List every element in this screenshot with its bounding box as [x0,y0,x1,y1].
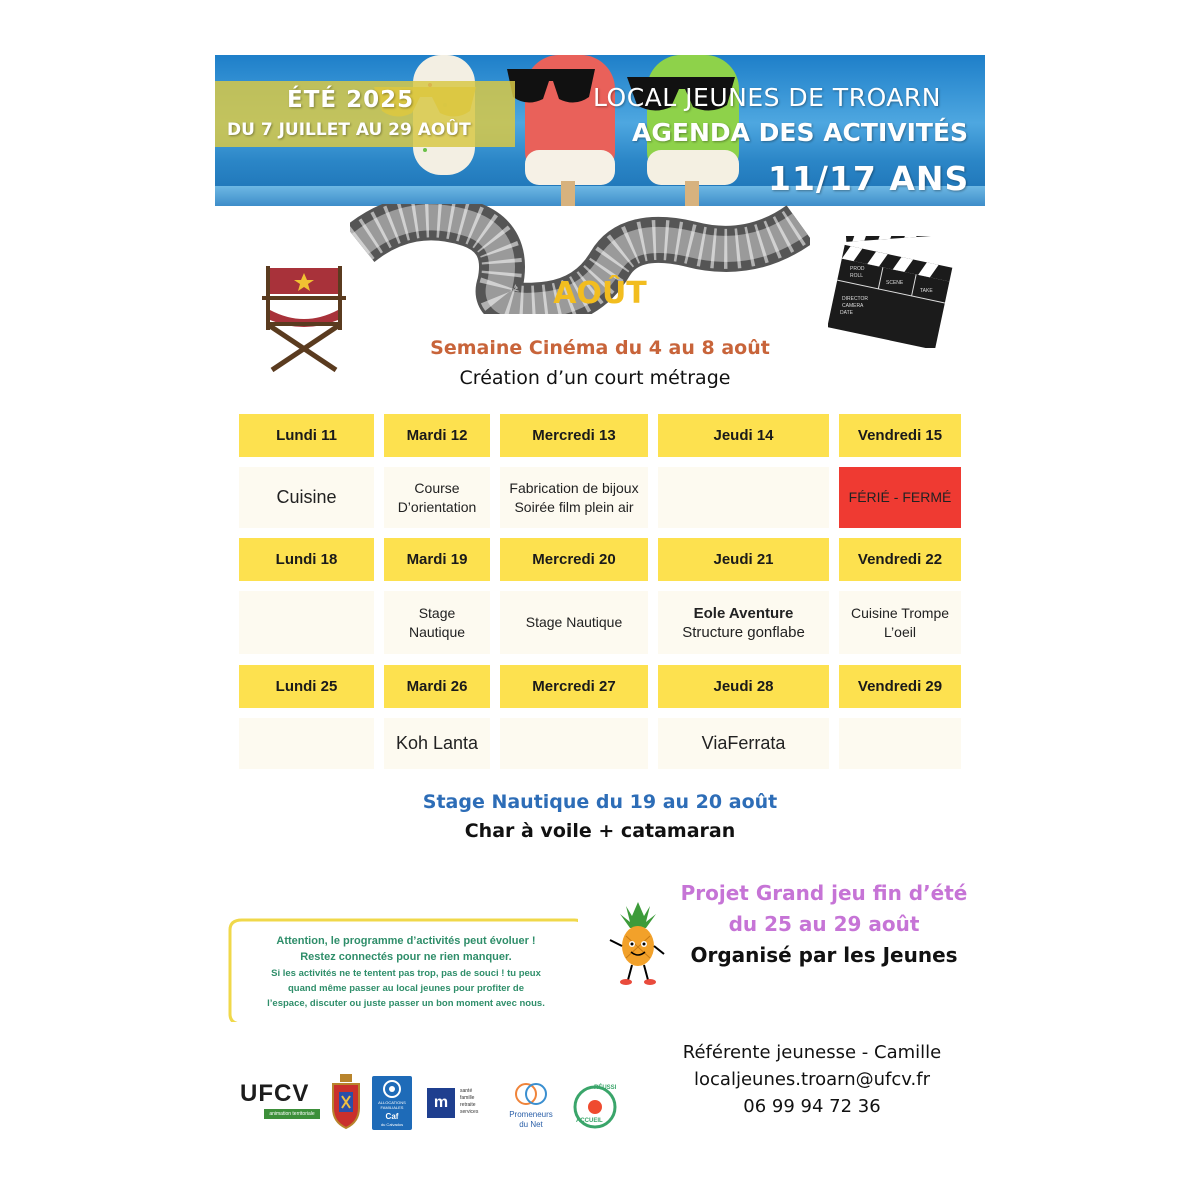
age-range: 11/17 ANS [768,159,970,198]
activity-line: Course [414,479,460,496]
month-title: AOÛT [553,276,647,311]
header-banner [215,55,985,206]
activity-text [849,488,952,507]
day-header: Mardi 12 [384,414,490,457]
reussi-text: RÉUSSI [594,1085,617,1091]
clapperboard-icon [828,236,958,348]
activity-cell [839,718,961,769]
day-header: Lundi 18 [239,538,374,581]
msa-line-1: santé [460,1088,473,1094]
day-header: Vendredi 15 [839,414,961,457]
activity-line: Koh Lanta [395,733,479,753]
activity-line: Structure gonflabe [682,623,805,641]
agenda-title: AGENDA DES ACTIVITÉS [632,118,969,147]
activity-line: Eole Aventure [693,604,794,622]
activity-cell [239,718,374,769]
grand-jeu-organizer: Organisé par les Jeunes [690,943,958,967]
activity-cell [839,591,961,654]
contact-email[interactable]: localjeunes.troarn@ufcv.fr [694,1069,930,1090]
clapper-date-label: DATE [840,310,853,316]
activity-text [509,479,638,517]
activity-line: Stage [418,604,456,621]
ufcv-logo-text: UFCV [240,1080,310,1107]
notice-line-5: l’espace, discuter ou juste passer un bon moment avec nous. [267,998,545,1009]
notice-line-3: Si les activités ne te tentent pas trop, pas de souci ! tu peux [271,968,541,979]
activity-text [682,604,805,642]
caf-logo [372,1076,412,1130]
activity-line: ViaFerrata [701,733,786,753]
activity-line: Fabrication de bijoux [509,479,639,496]
activity-text [396,734,478,753]
calvados-crest-icon [330,1074,362,1130]
cinema-week-title: Semaine Cinéma du 4 au 8 août [430,337,770,359]
day-header: Mercredi 20 [500,538,648,581]
day-header: Jeudi 14 [658,414,829,457]
day-header: Jeudi 28 [658,665,829,708]
activity-line: FÉRIÉ - FERMÉ [848,489,952,505]
promeneurs-text-1: Promeneurs [509,1110,553,1119]
activity-text [276,488,336,507]
day-header: Mercredi 13 [500,414,648,457]
promeneurs-bubbles-icon [502,1080,560,1110]
accueil-text: ACCUEIL [576,1118,603,1124]
activity-line: Soirée film plein air [514,498,634,515]
pineapple-mascot-icon [606,900,670,988]
activity-cell [658,718,829,769]
day-header: Mardi 26 [384,665,490,708]
activity-cell [384,591,490,654]
cinema-week-subtitle: Création d’un court métrage [459,367,731,389]
msa-logo: m santé famille retraite services [427,1088,491,1120]
day-header: Vendredi 22 [839,538,961,581]
activity-cell [384,467,490,528]
caf-emblem-icon [372,1078,412,1100]
activity-text [398,479,477,517]
activity-text [702,734,786,753]
promeneurs-logo [502,1080,560,1132]
caf-sub-text: du Calvados [380,1122,404,1127]
day-header: Mercredi 27 [500,665,648,708]
nautique-title: Stage Nautique du 19 au 20 août [422,791,778,813]
activity-text [526,613,623,632]
msa-line-3: retraite [460,1102,476,1108]
day-header: Lundi 25 [239,665,374,708]
caf-top-text: ALLOCATIONS FAMILIALES [378,1100,406,1110]
activity-cell [239,591,374,654]
day-header: Jeudi 21 [658,538,829,581]
notice-line-1: Attention, le programme d’activités peut évoluer ! [276,935,536,947]
ufcv-logo [240,1080,324,1122]
activity-line: Cuisine Trompe [850,604,950,621]
season-title: ÉTÉ 2025 [287,87,415,113]
promeneurs-text-2: du Net [519,1120,543,1129]
organization-title: LOCAL JEUNES DE TROARN [593,83,941,112]
activity-line: D’orientation [397,498,477,515]
activity-cell [500,467,648,528]
activity-cell [658,591,829,654]
contact-referent: Référente jeunesse - Camille [682,1042,942,1063]
reussi-accueil-logo [572,1084,618,1130]
activity-text [851,604,949,642]
nautique-subtitle: Char à voile + catamaran [464,820,736,842]
activity-cell [658,467,829,528]
ufcv-logo-tagline: animation territoriale [264,1109,320,1119]
activity-cell [384,718,490,769]
clapper-director-label: DIRECTOR [842,296,869,302]
grand-jeu-dates: du 25 au 29 août [728,912,920,936]
activity-cell [500,718,648,769]
notice-line-2: Restez connectés pour ne rien manquer. [300,951,512,963]
clapper-take-label: TAKE [920,288,933,294]
season-date-range: DU 7 JUILLET AU 29 AOÛT [227,120,471,140]
activity-text [409,604,465,642]
day-header: Mardi 19 [384,538,490,581]
contact-phone: 06 99 94 72 36 [743,1096,881,1117]
activity-cell [239,467,374,528]
notice-line-4: quand même passer au local jeunes pour profiter de [288,983,524,994]
activity-cell [839,467,961,528]
clapper-prod-label: PROD [850,266,865,272]
day-header: Lundi 11 [239,414,374,457]
day-header: Vendredi 29 [839,665,961,708]
msa-line-2: famille [460,1095,475,1101]
grand-jeu-title: Projet Grand jeu fin d’été [680,881,968,905]
activity-line: Cuisine [276,487,337,507]
activity-line: L’oeil [884,623,916,640]
activity-line: Nautique [408,623,466,640]
clapper-roll-label: ROLL [850,273,864,279]
clapper-camera-label: CAMERA [842,303,864,309]
msa-line-4: services [460,1109,479,1115]
clapper-scene-label: SCENE [886,280,904,286]
caf-name-text: Caf [385,1112,399,1121]
activity-cell [500,591,648,654]
director-chair-icon [260,266,348,374]
activity-line: Stage Nautique [525,614,623,630]
